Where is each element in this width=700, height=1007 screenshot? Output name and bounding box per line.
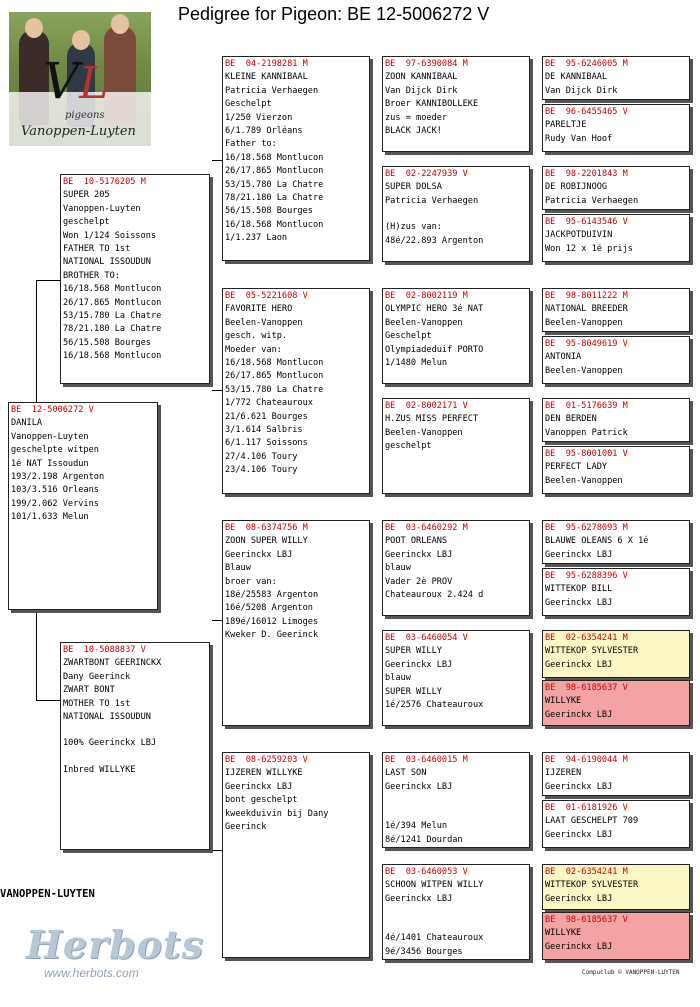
pigeon-detail: zus = moeder	[385, 112, 448, 123]
pigeon-detail: Vader 2è PROV	[385, 576, 453, 587]
pigeon-detail: FATHER TO 1st	[63, 244, 131, 255]
pedigree-card-maternal-grandmother[interactable]	[222, 752, 370, 958]
pigeon-detail: Father to:	[225, 139, 277, 150]
pigeon-detail	[63, 724, 207, 737]
ring-number: BE 03-6460054 V	[385, 633, 468, 643]
ring-number: BE 03-6460053 V	[385, 867, 468, 877]
pigeon-name: PERFECT LADY	[545, 462, 608, 473]
ring-number: BE 98-6185637 V	[545, 683, 628, 693]
pigeon-name: WITTEKOP SYLVESTER	[545, 880, 639, 891]
pigeon-name: DE ROBIJNOOG	[545, 182, 608, 193]
pigeon-name: IJZEREN WILLYKE	[225, 768, 303, 779]
pigeon-name: SUPER DOLSA	[385, 182, 442, 193]
pigeon-detail: gesch. witp.	[225, 331, 288, 342]
page-title: Pedigree for Pigeon: BE 12-5006272 V	[178, 4, 490, 24]
pigeon-detail: Geschelpt	[225, 99, 272, 110]
pedigree-card-gggp-2[interactable]	[542, 104, 690, 152]
pigeon-name: WITTEKOP BILL	[545, 584, 613, 595]
pigeon-detail: 6/1.789 Orléans	[225, 126, 303, 137]
pigeon-detail: blauw	[385, 673, 411, 684]
ring-number: BE 95-6288396 V	[545, 571, 628, 581]
pigeon-detail: 193/2.198 Argenton	[11, 472, 105, 483]
pigeon-detail	[385, 208, 527, 221]
logo-subtitle: pigeons	[65, 110, 105, 121]
ring-number: BE 04-2198281 M	[225, 59, 308, 69]
ring-number: BE 10-5088837 V	[63, 645, 146, 655]
pedigree-card-paternal-grandmother[interactable]	[222, 288, 370, 494]
pigeon-name: WILLYKE	[545, 696, 582, 707]
pigeon-name: PARELTJE	[545, 120, 587, 131]
pigeon-name: H.ZUS MISS PERFECT	[385, 414, 479, 425]
pigeon-detail: Olympiadeduif PORTO	[385, 344, 484, 355]
ring-number: BE 08-6259203 V	[225, 755, 308, 765]
ring-number: BE 12-5006272 V	[11, 405, 94, 415]
pigeon-detail: Kweker D. Geerinck	[225, 630, 319, 641]
pigeon-detail: BLACK JACK!	[385, 126, 442, 137]
pedigree-card-ggp-3[interactable]	[382, 288, 530, 384]
pigeon-detail: Moeder van:	[225, 344, 282, 355]
pedigree-card-mother[interactable]	[60, 642, 210, 850]
pigeon-detail: 23/4.106 Toury	[225, 465, 298, 476]
ring-number: BE 96-6455465 V	[545, 107, 628, 117]
pigeon-detail: Geerinckx LBJ	[545, 893, 613, 904]
pigeon-detail: Broer KANNIBOLLEKE	[385, 99, 479, 110]
pedigree-card-ggp-5[interactable]	[382, 520, 530, 616]
pigeon-detail: SUPER WILLY	[385, 686, 442, 697]
pigeon-detail: 78/21.180 La Chatre	[225, 193, 324, 204]
pedigree-card-gggp-15[interactable]	[542, 864, 690, 910]
pigeon-detail: Geerinckx LBJ	[545, 829, 613, 840]
pigeon-name: ZWARTBONT GEERINCKX	[63, 658, 162, 669]
ring-number: BE 05-5221608 V	[225, 291, 308, 301]
ring-number: BE 02-2247939 V	[385, 169, 468, 179]
pigeon-detail: Dany Geerinck	[63, 671, 131, 682]
pedigree-card-ggp-8[interactable]	[382, 864, 530, 960]
pigeon-detail: Rudy Van Hoof	[545, 133, 613, 144]
pigeon-detail: geschelpt	[385, 441, 432, 452]
pigeon-detail: Van Dijck Dirk	[385, 85, 458, 96]
pigeon-name: POOT ORLEANS	[385, 536, 448, 547]
pigeon-detail: 103/3.516 Orleans	[11, 485, 99, 496]
pigeon-detail: BROTHER TO:	[63, 270, 120, 281]
pigeon-detail: 1/250 Vierzon	[225, 112, 293, 123]
pigeon-detail: Blauw	[225, 563, 251, 574]
pedigree-card-gggp-6[interactable]	[542, 336, 690, 384]
pigeon-detail: Chateauroux 2.424 d	[385, 590, 484, 601]
pigeon-name: ZOON KANNIBAAL	[385, 72, 458, 83]
pigeon-detail: geschelpt	[63, 217, 110, 228]
pigeon-detail: Patricia Verhaegen	[385, 195, 479, 206]
pigeon-detail: Vanoppen-Luyten	[63, 203, 141, 214]
ring-number: BE 95-8001001 V	[545, 449, 628, 459]
pigeon-detail: 1é/394 Melun	[385, 821, 448, 832]
pigeon-detail: Geerinckx LBJ	[545, 659, 613, 670]
connector-line	[36, 280, 60, 281]
pigeon-name: WITTEKOP SYLVESTER	[545, 646, 639, 657]
pigeon-detail: kweekduivin bij Dany	[225, 808, 329, 819]
ring-number: BE 95-6143546 V	[545, 217, 628, 227]
pigeon-detail: 26/17.865 Montlucon	[63, 297, 162, 308]
pigeon-name: ANTONIA	[545, 352, 582, 363]
pigeon-name: KLEINE KANNIBAAL	[225, 72, 308, 83]
pigeon-detail: Beelen-Vanoppen	[385, 317, 463, 328]
pigeon-detail: Geerinckx LBJ	[545, 709, 613, 720]
pigeon-detail	[63, 751, 207, 764]
pigeon-detail	[385, 919, 527, 932]
pigeon-detail	[385, 794, 527, 807]
ring-number: BE 94-6190044 M	[545, 755, 628, 765]
pigeon-detail: 16/18.568 Montlucon	[225, 152, 324, 163]
pigeon-detail: 16/18.568 Montlucon	[63, 284, 162, 295]
connector-line	[36, 700, 60, 701]
pigeon-detail: 16é/5208 Argenton	[225, 603, 313, 614]
pigeon-detail: Beelen-Vanoppen	[225, 317, 303, 328]
pigeon-detail: Beelen-Vanoppen	[385, 427, 463, 438]
pigeon-detail: 53/15.780 La Chatre	[63, 311, 162, 322]
pigeon-detail: 3/1.614 Salbris	[225, 425, 303, 436]
person-head	[25, 18, 43, 38]
pigeon-name: DEN BERDEN	[545, 414, 597, 425]
ring-number: BE 95-6246005 M	[545, 59, 628, 69]
loft-logo	[9, 12, 151, 146]
pigeon-name: SUPER WILLY	[385, 646, 442, 657]
connector-line	[212, 160, 222, 161]
pigeon-detail: 48é/22.893 Argenton	[385, 235, 484, 246]
pigeon-name: ZOON SUPER WILLY	[225, 536, 308, 547]
herbots-logo: Herbots	[26, 922, 204, 967]
ring-number: BE 02-8002119 M	[385, 291, 468, 301]
logo-mark: VL	[43, 52, 109, 110]
logo-name: Vanoppen-Luyten	[21, 124, 136, 139]
pigeon-detail: NATIONAL ISSOUDUN	[63, 712, 151, 723]
ring-number: BE 01-5176639 M	[545, 401, 628, 411]
pigeon-detail	[385, 807, 527, 820]
ring-number: BE 95-8049619 V	[545, 339, 628, 349]
pigeon-detail: 27/4.106 Toury	[225, 451, 298, 462]
pigeon-name: LAST SON	[385, 768, 427, 779]
ring-number: BE 98-8011222 M	[545, 291, 628, 301]
pigeon-detail: 16/18.568 Montlucon	[225, 219, 324, 230]
pigeon-detail: 8é/1241 Dourdan	[385, 834, 463, 845]
pigeon-detail: 18é/25583 Argenton	[225, 590, 319, 601]
pigeon-detail: broer van:	[225, 576, 277, 587]
pedigree-card-paternal-grandfather[interactable]	[222, 56, 370, 261]
person-head	[111, 14, 129, 34]
herbots-url[interactable]: www.herbots.com	[44, 966, 139, 980]
pigeon-detail: ZWART BONT	[63, 685, 115, 696]
pigeon-name: BLAUWE OLEANS 6 X 1é	[545, 536, 649, 547]
pigeon-detail: 26/17.865 Montlucon	[225, 166, 324, 177]
pigeon-detail: 16/18.568 Montlucon	[63, 351, 162, 362]
pigeon-detail: 4é/1401 Chateauroux	[385, 933, 484, 944]
pigeon-detail: Geerinckx LBJ	[225, 781, 293, 792]
pigeon-detail: MOTHER TO 1st	[63, 698, 131, 709]
pigeon-name: DE KANNIBAAL	[545, 72, 608, 83]
pedigree-card-gggp-12[interactable]	[542, 680, 690, 726]
pedigree-card-subject[interactable]	[8, 402, 158, 610]
pigeon-detail: 1é NAT Issoudun	[11, 458, 89, 469]
pigeon-name: OLYMPIC HERO 3é NAT	[385, 304, 484, 315]
ring-number: BE 10-5176205 M	[63, 177, 146, 187]
connector-line	[212, 390, 222, 391]
pigeon-name: SCHOON WITPEN WILLY	[385, 880, 484, 891]
pigeon-detail: Patricia Verhaegen	[225, 85, 319, 96]
pigeon-detail: 16/18.568 Montlucon	[225, 358, 324, 369]
pigeon-detail: Van Dijck Dirk	[545, 85, 618, 96]
pigeon-detail: Geerinckx LBJ	[385, 549, 453, 560]
ring-number: BE 95-6278093 M	[545, 523, 628, 533]
pigeon-detail: Won 1/124 Soissons	[63, 230, 157, 241]
pigeon-detail: Geerinckx LBJ	[545, 941, 613, 952]
pedigree-card-gggp-3[interactable]	[542, 166, 690, 210]
pedigree-card-gggp-9[interactable]	[542, 520, 690, 564]
pigeon-detail: 1/1480 Melun	[385, 358, 448, 369]
pigeon-detail: Won 12 x 1é prijs	[545, 243, 633, 254]
pedigree-card-maternal-grandfather[interactable]	[222, 520, 370, 726]
pigeon-detail: 199/2.062 Vervins	[11, 498, 99, 509]
connector-line	[36, 280, 37, 404]
pedigree-card-gggp-14[interactable]	[542, 800, 690, 848]
pedigree-card-father[interactable]	[60, 174, 210, 384]
pigeon-detail: Geerinckx LBJ	[545, 549, 613, 560]
pigeon-detail: Geerinckx LBJ	[545, 781, 613, 792]
pigeon-detail: 6/1.117 Soissons	[225, 438, 308, 449]
ring-number: BE 03-6460015 M	[385, 755, 468, 765]
pedigree-card-ggp-4[interactable]	[382, 398, 530, 494]
pigeon-detail: bont geschelpt	[225, 795, 298, 806]
pedigree-card-ggp-7[interactable]	[382, 752, 530, 848]
ring-number: BE 98-6185637 V	[545, 915, 628, 925]
pigeon-detail: Inbred WILLYKE	[63, 764, 136, 775]
pigeon-detail: 56/15.508 Bourges	[63, 337, 151, 348]
pedigree-card-gggp-10[interactable]	[542, 568, 690, 616]
pedigree-card-ggp-1[interactable]	[382, 56, 530, 152]
pedigree-card-gggp-4[interactable]	[542, 214, 690, 262]
compuclub-credit: Compuclub © VANOPPEN-LUYTEN	[582, 969, 680, 976]
pigeon-detail: 78/21.180 La Chatre	[63, 324, 162, 335]
pedigree-card-gggp-5[interactable]	[542, 288, 690, 332]
connector-line	[212, 620, 222, 621]
pigeon-detail: 100% Geerinckx LBJ	[63, 738, 157, 749]
connector-line	[212, 850, 222, 851]
ring-number: BE 03-6460292 M	[385, 523, 468, 533]
pigeon-name: SUPER 205	[63, 190, 110, 201]
pedigree-card-gggp-11[interactable]	[542, 630, 690, 678]
pigeon-name: IJZEREN	[545, 768, 582, 779]
pedigree-card-gggp-7[interactable]	[542, 398, 690, 442]
pigeon-detail	[385, 906, 527, 919]
pigeon-name: FAVORITE HERO	[225, 304, 293, 315]
pigeon-detail: Beelen-Vanoppen	[545, 317, 623, 328]
pigeon-detail: Geerinckx LBJ	[225, 549, 293, 560]
pigeon-detail: 1é/2576 Chateauroux	[385, 700, 484, 711]
pedigree-card-ggp-2[interactable]	[382, 166, 530, 262]
pigeon-detail: 9é/3456 Bourges	[385, 946, 463, 957]
breeder-name: VANOPPEN-LUYTEN	[0, 888, 95, 900]
pedigree-card-gggp-8[interactable]	[542, 446, 690, 494]
ring-number: BE 02-8002171 V	[385, 401, 468, 411]
ring-number: BE 08-6374756 M	[225, 523, 308, 533]
pigeon-detail: Patricia Verhaegen	[545, 195, 639, 206]
pigeon-detail: blauw	[385, 563, 411, 574]
pigeon-detail: 1/1.237 Laon	[225, 233, 288, 244]
ring-number: BE 01-6181926 V	[545, 803, 628, 813]
pigeon-detail: 56/15.508 Bourges	[225, 206, 313, 217]
ring-number: BE 02-6354241 M	[545, 867, 628, 877]
pigeon-detail: 53/15.780 La Chatre	[225, 384, 324, 395]
pigeon-name: WILLYKE	[545, 928, 582, 939]
pedigree-card-gggp-1[interactable]	[542, 56, 690, 100]
pigeon-detail: Vanoppen-Luyten	[11, 431, 89, 442]
pigeon-detail: 21/6.621 Bourges	[225, 411, 308, 422]
pedigree-card-gggp-13[interactable]	[542, 752, 690, 796]
pedigree-card-gggp-16[interactable]	[542, 912, 690, 960]
pigeon-detail: 53/15.780 La Chatre	[225, 179, 324, 190]
pigeon-detail: Geerinckx LBJ	[385, 781, 453, 792]
pigeon-detail: Geerinckx LBJ	[385, 893, 453, 904]
connector-line	[36, 610, 37, 700]
pigeon-detail: Beelen-Vanoppen	[545, 365, 623, 376]
pigeon-detail: 189é/16012 Limoges	[225, 616, 319, 627]
ring-number: BE 98-2201843 M	[545, 169, 628, 179]
pedigree-card-ggp-6[interactable]	[382, 630, 530, 726]
pigeon-detail: Geerinckx LBJ	[545, 597, 613, 608]
pigeon-detail: 26/17.865 Montlucon	[225, 371, 324, 382]
pigeon-detail: 1/772 Chateauroux	[225, 398, 313, 409]
pigeon-name: NATIONAL BREEDER	[545, 304, 628, 315]
ring-number: BE 02-6354241 M	[545, 633, 628, 643]
ring-number: BE 97-6390084 M	[385, 59, 468, 69]
person-head	[72, 30, 90, 50]
pigeon-name: JACKPOTDUIVIN	[545, 230, 613, 241]
pigeon-name: DANILA	[11, 418, 43, 429]
pigeon-detail: 101/1.633 Melun	[11, 512, 89, 523]
pigeon-name: LAAT GESCHELPT 709	[545, 816, 639, 827]
pigeon-detail: Vanoppen Patrick	[545, 427, 628, 438]
pigeon-detail: Geerinckx LBJ	[385, 659, 453, 670]
pigeon-detail: Geschelpt	[385, 331, 432, 342]
pigeon-detail: (H)zus van:	[385, 222, 442, 233]
pigeon-detail: Geerinck	[225, 822, 267, 833]
pigeon-detail: Beelen-Vanoppen	[545, 475, 623, 486]
pigeon-detail: NATIONAL ISSOUDUN	[63, 257, 151, 268]
pigeon-detail: geschelpte witpen	[11, 445, 99, 456]
